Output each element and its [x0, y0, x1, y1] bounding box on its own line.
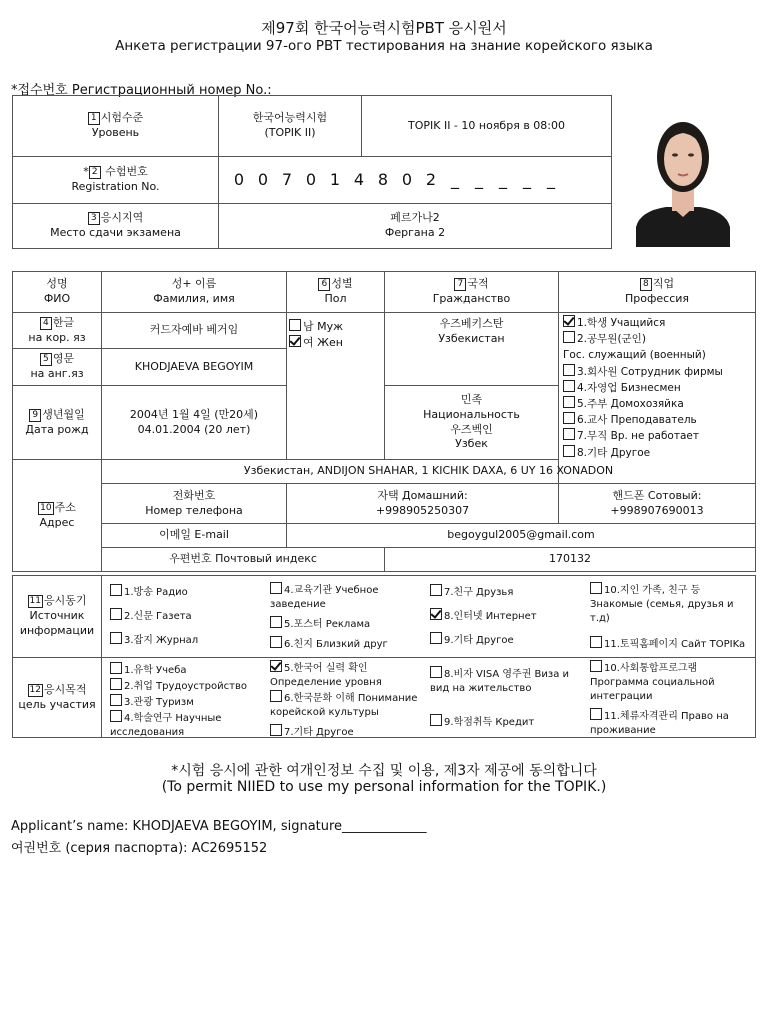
sex-header: 6 성별 Пол: [287, 272, 385, 313]
source-option[interactable]: [110, 632, 260, 648]
profession-option-label: Гос. служащий (военный): [563, 349, 706, 362]
regno-digit: _: [547, 170, 555, 190]
profession-checkbox[interactable]: [563, 396, 575, 408]
profession-option-label: 3.회사원 Сотрудник фирмы: [577, 365, 723, 378]
source-checkbox[interactable]: [430, 608, 442, 620]
source-option[interactable]: [270, 582, 420, 612]
purpose-checkbox[interactable]: [110, 694, 122, 706]
citizenship-header: 7 국적 Гражданство: [385, 272, 559, 313]
purpose-option[interactable]: [590, 660, 750, 704]
purpose-option-label: 2.취업 Трудоустройство: [124, 681, 247, 692]
profession-option[interactable]: [563, 445, 751, 461]
female-checkbox[interactable]: [289, 335, 301, 347]
zip-value: 170132: [385, 548, 756, 572]
dob-value: 2004년 1월 4일 (만20세) 04.01.2004 (20 лет): [102, 386, 287, 460]
korean-name-value: 커드자예바 베거임: [102, 313, 287, 349]
source-option-label: 3.잡지 Журнал: [124, 635, 199, 646]
regno-digit: 2: [425, 170, 437, 190]
purpose-checkbox[interactable]: [270, 724, 282, 736]
purpose-option-label: 10.사회통합프로그램 Программа социальной интеграции: [590, 663, 715, 702]
purpose-checkbox[interactable]: [430, 666, 442, 678]
source-option[interactable]: [590, 636, 750, 652]
source-checkbox[interactable]: [270, 582, 282, 594]
purpose-checkbox[interactable]: [110, 710, 122, 722]
regno-digit: _: [475, 170, 483, 190]
regno-digits: [219, 157, 612, 204]
english-name-value: KHODJAEVA BEGOYIM: [102, 349, 287, 386]
regno-digit: _: [451, 170, 459, 190]
zip-label: 우편번호 Почтовый индекс: [102, 548, 385, 572]
site-value: 페르가나2 Фергана 2: [219, 204, 612, 249]
source-option[interactable]: [270, 616, 420, 632]
source-option-label: 8.인터넷 Интернет: [444, 611, 537, 622]
purpose-option-label: 9.학점취득 Кредит: [444, 717, 535, 728]
purpose-option-label: 7.기타 Другое: [284, 727, 354, 738]
dob-label: 9 생년월일 Дата рожд: [13, 386, 102, 460]
motivation-table: [12, 575, 756, 738]
consent-korean: *시험 응시에 관한 여개인정보 수집 및 이용, 제3자 제공에 동의합니다: [171, 763, 597, 779]
source-checkbox[interactable]: [270, 636, 282, 648]
address-value: Узбекистан, ANDIJON SHAHAR, 1 KICHIK DAXA, 6 UY 16 XONADON: [102, 460, 756, 484]
source-option-label: 7.친구 Друзья: [444, 587, 514, 598]
registration-number-label: *접수번호 Регистрационный номер No.:: [11, 83, 272, 98]
source-option[interactable]: [430, 632, 580, 648]
exam-date: TOPIK II - 10 ноября в 08:00: [362, 96, 612, 157]
source-option-label: 9.기타 Другое: [444, 635, 514, 646]
applicant-info-table: [12, 271, 756, 572]
passport-number: 여권번호 (серия паспорта): AC2695152: [11, 841, 268, 856]
profession-checkbox[interactable]: [563, 412, 575, 424]
regno-digit: 0: [305, 170, 317, 190]
profession-checkbox[interactable]: [563, 380, 575, 392]
purpose-checkbox[interactable]: [270, 660, 282, 672]
source-checkbox[interactable]: [270, 616, 282, 628]
profession-option-label: 4.자영업 Бизнесмен: [577, 381, 681, 394]
mobile-phone: 핸드폰 Сотовый: +998907690013: [559, 484, 756, 524]
email-label: 이메일 E-mail: [102, 524, 287, 548]
level-value: 한국어능력시험 (TOPIK II): [219, 96, 362, 157]
profession-option[interactable]: [563, 364, 751, 380]
source-option[interactable]: [110, 608, 260, 624]
source-checkbox[interactable]: [590, 636, 602, 648]
purpose-option[interactable]: [270, 660, 425, 690]
profession-header: 8 직업 Профессия: [559, 272, 756, 313]
source-option-label: 6.친지 Близкий друг: [284, 639, 388, 650]
profession-option-label: 6.교사 Преподаватель: [577, 414, 697, 427]
purpose-checkbox[interactable]: [110, 678, 122, 690]
purpose-label: 12 응시목적 цель участия: [13, 658, 102, 738]
regno-digit: _: [499, 170, 507, 190]
source-checkbox[interactable]: [110, 632, 122, 644]
regno-digit: 1: [329, 170, 341, 190]
purpose-option[interactable]: [110, 662, 260, 678]
profession-option-label: 5.주부 Домохозяйка: [577, 398, 684, 411]
regno-digit: 7: [281, 170, 293, 190]
profession-option[interactable]: [563, 331, 751, 347]
purpose-checkbox[interactable]: [110, 662, 122, 674]
purpose-option[interactable]: [270, 690, 425, 720]
source-options: [102, 576, 756, 658]
profession-option[interactable]: [563, 380, 751, 396]
purpose-option-label: 1.유학 Учеба: [124, 665, 187, 676]
source-option[interactable]: [430, 608, 580, 624]
source-option-label: 10.지인 가족, 친구 등 Знакомые (семья, друзья и т.д): [590, 585, 734, 624]
purpose-option[interactable]: [270, 724, 420, 740]
source-option-label: 4.교육기관 Учебное заведение: [270, 585, 379, 610]
source-option[interactable]: [590, 582, 750, 626]
sex-options: 남 Муж 여 Жен: [287, 313, 385, 460]
purpose-option[interactable]: [430, 666, 580, 696]
purpose-checkbox[interactable]: [430, 714, 442, 726]
family-name-header: 성+ 이름 Фамилия, имя: [102, 272, 287, 313]
applicant-photo: [626, 99, 740, 247]
regno-digit: 0: [401, 170, 413, 190]
profession-option-label: 1.학생 Учащийся: [577, 317, 666, 329]
source-option-label: 1.방송 Радио: [124, 587, 188, 598]
profession-option[interactable]: [563, 428, 751, 444]
purpose-option-label: 8.비자 VISA 영주권 Виза и вид на жительство: [430, 669, 570, 694]
source-checkbox[interactable]: [110, 584, 122, 596]
source-option[interactable]: [430, 584, 580, 600]
purpose-option[interactable]: [110, 678, 260, 694]
address-label: 10 주소 Адрес: [13, 460, 102, 572]
purpose-checkbox[interactable]: [270, 690, 282, 702]
profession-checkbox[interactable]: [563, 331, 575, 343]
male-checkbox[interactable]: [289, 319, 301, 331]
profession-checkbox[interactable]: [563, 445, 575, 457]
source-option-label: 11.토픽홈페이지 Сайт TOPIKa: [604, 639, 746, 650]
exam-info-table: [12, 95, 612, 249]
purpose-option[interactable]: [110, 694, 260, 710]
korean-name-label: 4 한글 на кор. яз: [13, 313, 102, 349]
profession-option[interactable]: [563, 396, 751, 412]
consent-english: (To permit NIIED to use my personal information for the TOPIK.): [161, 779, 607, 795]
regno-digit: 4: [353, 170, 365, 190]
profession-options: [559, 313, 756, 484]
applicant-signature-line: Applicant’s name: KHODJAEVA BEGOYIM, signature_____________: [11, 819, 427, 834]
regno-digit: 8: [377, 170, 389, 190]
profession-option-label: 2.공무원(군인): [577, 333, 646, 346]
source-label: 11 응시동기 Источник информации: [13, 576, 102, 658]
purpose-option-label: 11.체류자격관리 Право на проживание: [590, 711, 729, 736]
purpose-option-label: 4.학술연구 Научные исследования: [110, 713, 222, 738]
profession-checkbox[interactable]: [563, 364, 575, 376]
source-checkbox[interactable]: [430, 584, 442, 596]
source-option-label: 5.포스터 Реклама: [284, 619, 371, 630]
english-name-label: 5 영문 на анг.яз: [13, 349, 102, 386]
profession-option[interactable]: [563, 315, 751, 331]
source-option[interactable]: [110, 584, 260, 600]
form-title-korean: 제97회 한국어능력시험PBT 응시원서: [261, 19, 507, 37]
regno-digit: 0: [233, 170, 245, 190]
profession-option-label: 8.기타 Другое: [577, 446, 651, 459]
profession-checkbox[interactable]: [563, 315, 575, 327]
source-option-label: 2.신문 Газета: [124, 611, 192, 622]
form-title-russian: Анкета регистрации 97-ого PBT тестирования на знание корейского языка: [115, 38, 653, 54]
phone-label: 전화번호 Номер телефона: [102, 484, 287, 524]
level-label: 1 시험수준 Уровень: [13, 96, 219, 157]
site-label: 3 응시지역 Место сдачи экзамена: [13, 204, 219, 249]
source-checkbox[interactable]: [430, 632, 442, 644]
purpose-checkbox[interactable]: [590, 708, 602, 720]
regno-label: * 2 수험번호 Registration No.: [13, 157, 219, 204]
email-value: begoygul2005@gmail.com: [287, 524, 756, 548]
source-option[interactable]: [270, 636, 420, 652]
purpose-option[interactable]: [430, 714, 580, 730]
citizenship-value: 우즈베키스탄 Узбекистан: [385, 313, 559, 386]
source-checkbox[interactable]: [110, 608, 122, 620]
regno-digit: 0: [257, 170, 269, 190]
home-phone: 자택 Домашний: +998905250307: [287, 484, 559, 524]
profession-option[interactable]: [563, 412, 751, 428]
name-header: 성명 ФИО: [13, 272, 102, 313]
source-checkbox[interactable]: [590, 582, 602, 594]
regno-digit: _: [523, 170, 531, 190]
profession-option[interactable]: [563, 347, 751, 363]
purpose-checkbox[interactable]: [590, 660, 602, 672]
purpose-option[interactable]: [110, 710, 260, 740]
profession-checkbox[interactable]: [563, 428, 575, 440]
purpose-option[interactable]: [590, 708, 750, 738]
profession-option-label: 7.무직 Вр. не работает: [577, 430, 699, 443]
nationality-cell: 민족 Национальность 우즈벡인 Узбек: [385, 386, 559, 460]
purpose-options: [102, 658, 756, 738]
purpose-option-label: 6.한국문화 이해 Понимание корейской культуры: [270, 693, 418, 718]
purpose-option-label: 5.한국어 실력 확인 Определение уровня: [270, 663, 382, 688]
purpose-option-label: 3.관광 Туризм: [124, 697, 194, 708]
